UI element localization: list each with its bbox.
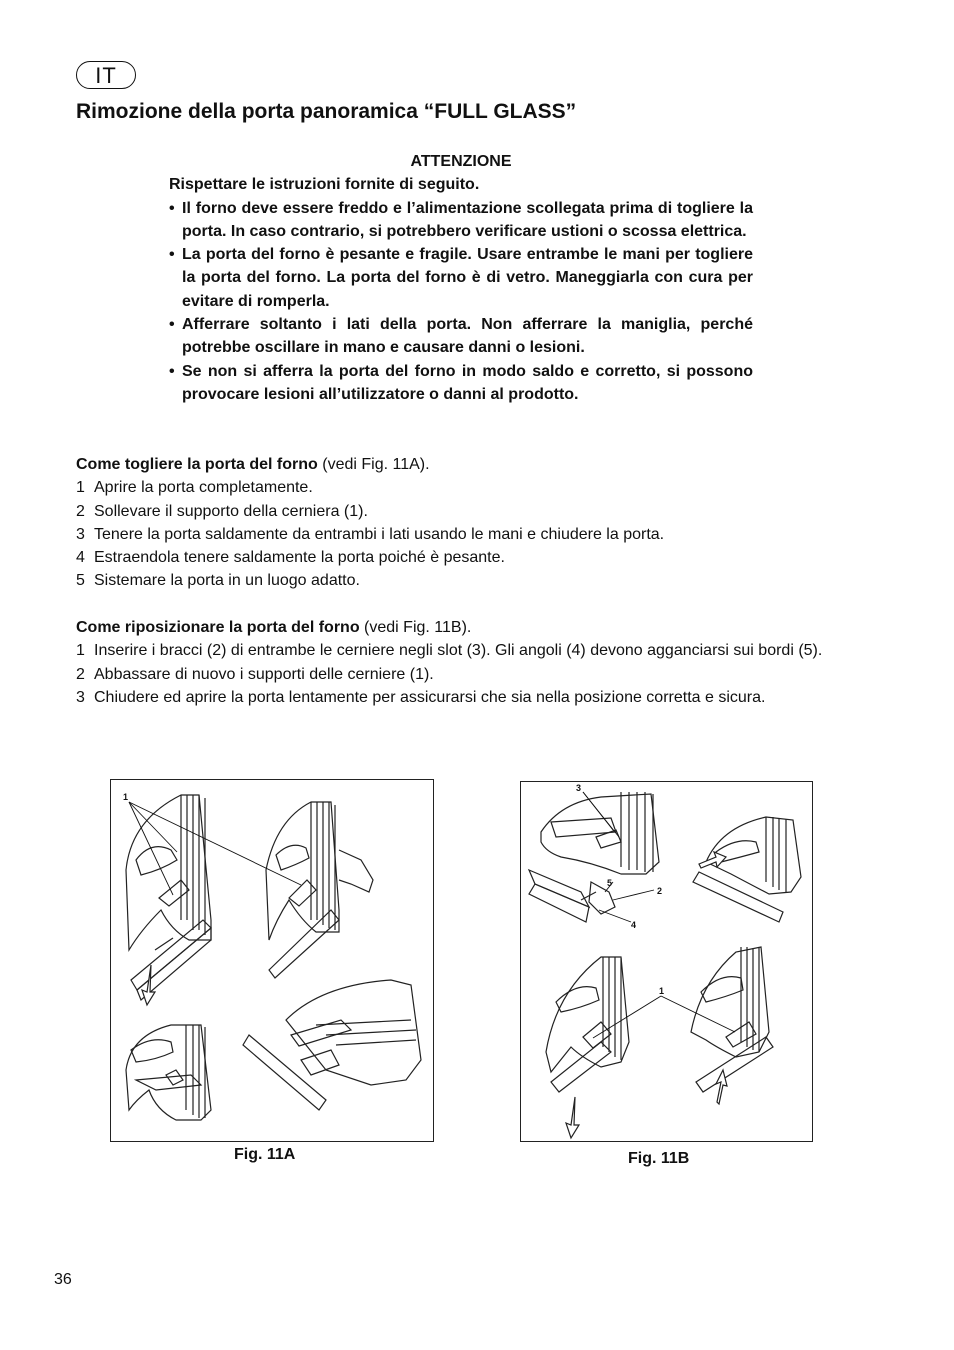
step-number: 1 — [76, 479, 85, 497]
warning-intro: Rispettare le istruzioni fornite di seguito. — [169, 176, 480, 194]
step-text: Abbassare di nuovo i supporti delle cerniere (1). — [94, 665, 434, 683]
step-text: Chiudere ed aprire la porta lentamente per assicurarsi che sia nella posizione corretta e sicura. — [94, 688, 766, 706]
step-number: 3 — [76, 688, 85, 706]
remove-section-ref: (vedi Fig. 11A). — [317, 456, 430, 473]
remove-section-title — [76, 453, 847, 476]
warning-heading: ATTENZIONE — [410, 153, 512, 170]
figure-11b-callout: 3 — [576, 783, 582, 793]
figure-11b-caption: Fig. 11B — [628, 1150, 690, 1167]
step-text: Inserire i bracci (2) di entrambe le cerniere negli slot (3). Gli angoli (4) devono agganciarsi sui bordi (5). — [94, 642, 823, 660]
figure-11a-callout: 1 — [123, 792, 129, 802]
step-number: 4 — [76, 549, 85, 567]
step-item — [76, 663, 847, 686]
step-item — [76, 500, 847, 523]
step-number: 1 — [76, 642, 85, 660]
step-item — [76, 686, 847, 709]
replace-section-ref: (vedi Fig. 11B). — [359, 619, 472, 636]
replace-steps-list — [76, 639, 847, 709]
remove-door-section — [76, 453, 847, 593]
warning-item: • Se non si afferra la porta del forno in modo saldo e corretto, si possono provocare lesioni all’utilizzatore o danni al prodotto. — [169, 360, 753, 407]
page-number: 36 — [54, 1271, 72, 1288]
page-title: Rimozione della porta panoramica “FULL GLASS” — [76, 100, 577, 123]
step-text: Sollevare il supporto della cerniera (1). — [94, 502, 368, 520]
figure-11b-callout: 1 — [659, 986, 665, 996]
step-text: Tenere la porta saldamente da entrambi i lati usando le mani e chiudere la porta. — [94, 525, 665, 543]
step-number: 3 — [76, 525, 85, 543]
remove-section-heading: Come togliere la porta del forno — [76, 456, 318, 473]
warning-item: • Il forno deve essere freddo e l’alimentazione scollegata prima di togliere la porta. In caso contrario, si potrebbero verificare ustioni o scossa elettrica. — [169, 197, 753, 244]
step-number: 2 — [76, 502, 85, 520]
replace-door-section — [76, 616, 847, 709]
remove-steps-list — [76, 476, 847, 592]
figure-11b-callout: 5 — [607, 878, 613, 888]
warning-item: • La porta del forno è pesante e fragile. Usare entrambe le mani per togliere la porta del forno. La porta del forno è di vetro. Maneggiarla con cura per evitare di romperla. — [169, 243, 753, 313]
figure-11b-callout: 4 — [631, 920, 637, 930]
language-badge: IT — [76, 61, 136, 89]
step-text: Estraendola tenere saldamente la porta poiché è pesante. — [94, 549, 505, 567]
step-item — [76, 476, 847, 499]
step-item — [76, 639, 847, 662]
step-number: 5 — [76, 572, 85, 590]
warning-list — [169, 197, 753, 407]
step-text: Sistemare la porta in un luogo adatto. — [94, 572, 360, 590]
step-item — [76, 546, 847, 569]
replace-section-heading: Come riposizionare la porta del forno — [76, 619, 360, 636]
figure-11b-callout: 2 — [657, 886, 663, 896]
step-number: 2 — [76, 665, 85, 683]
figure-11a — [110, 779, 434, 1142]
warning-box — [169, 150, 753, 406]
step-item — [76, 523, 847, 546]
figure-11a-illustration — [111, 780, 433, 1141]
step-item — [76, 569, 847, 592]
step-text: Aprire la porta completamente. — [94, 479, 313, 497]
warning-item: • Afferrare soltanto i lati della porta. Non afferrare la maniglia, perché potrebbe oscillare in mano e causare danni o lesioni. — [169, 313, 753, 360]
figure-11b-illustration — [521, 782, 812, 1141]
figure-11b — [520, 781, 813, 1142]
figure-11a-caption: Fig. 11A — [234, 1146, 296, 1163]
replace-section-title — [76, 616, 847, 639]
